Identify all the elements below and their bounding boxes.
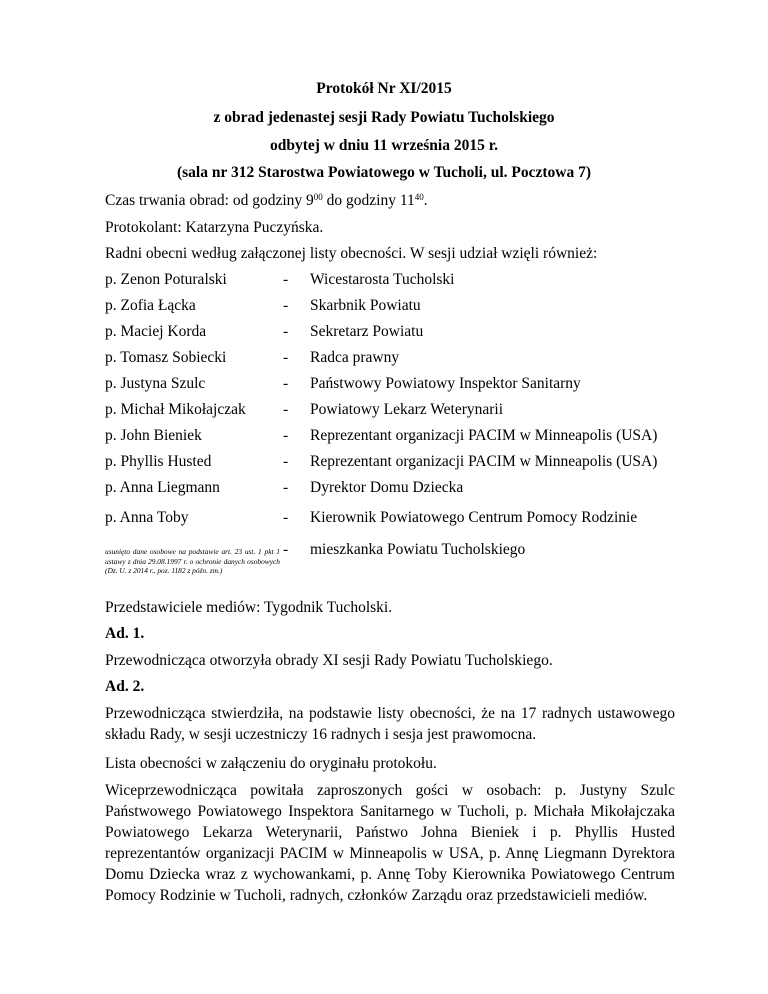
session-subtitle: z obrad jedenastej sesji Rady Powiatu Tucholskiego: [213, 109, 555, 126]
guest-row: [105, 322, 705, 342]
guest-dash: -: [283, 427, 289, 444]
guest-row: [105, 426, 705, 446]
session-date: odbytej w dniu 11 września 2015 r.: [269, 137, 499, 154]
media-line: Przedstawiciele mediów: Tygodnik Tucholski.: [105, 599, 393, 616]
guest-row: [105, 374, 705, 394]
ad2-heading: Ad. 2.: [105, 678, 145, 695]
guest-role: Dyrektor Domu Dziecka: [310, 479, 464, 496]
guest-role: mieszkanka Powiatu Tucholskiego: [310, 541, 526, 558]
guest-dash: -: [283, 541, 289, 558]
guest-dash: -: [283, 297, 289, 314]
session-duration: Czas trwania obrad: od godziny $9^{00}$ do godziny $11^{40}$.: [105, 192, 428, 209]
guest-name: p. John Bieniek: [105, 427, 202, 444]
guest-row: [105, 348, 705, 368]
guest-row: [105, 400, 705, 420]
guest-name: p. Tomasz Sobiecki: [105, 349, 227, 366]
ad2-attachment-note: Lista obecności w załączeniu do oryginału protokołu.: [105, 755, 437, 772]
ad1-heading: Ad. 1.: [105, 625, 145, 642]
guest-row: [105, 296, 705, 316]
protocol-title: Protokół Nr XI/2015: [316, 80, 452, 97]
guest-role: Reprezentant organizacji PACIM w Minneapolis (USA): [310, 427, 658, 444]
guest-row: [105, 452, 705, 472]
guest-name: p. Justyna Szulc: [105, 375, 206, 392]
guest-name: p. Anna Liegmann: [105, 479, 220, 496]
guest-role: Wicestarosta Tucholski: [310, 271, 455, 288]
guest-name: p. Zenon Poturalski: [105, 271, 227, 288]
guest-dash: -: [283, 479, 289, 496]
guest-role: Sekretarz Powiatu: [310, 323, 424, 340]
recorder-line: Protokolant: Katarzyna Puczyńska.: [105, 219, 324, 236]
guest-dash: -: [283, 453, 289, 470]
ad2-quorum-text: Przewodnicząca stwierdziła, na podstawie listy obecności, że na 17 radnych ustawowego składu Rady, w sesji uczestniczy 16 radnych i sesja jest prawomocna.: [105, 705, 675, 743]
guest-name: p. Anna Toby: [105, 509, 189, 526]
redaction-note: usunięto dane osobowe na podstawie art. 23 ust. 1 pkt 1 ustawy z dnia 29.08.1997 r. o ochronie danych osobowych (Dz. U. z 2014 r., poz. 1182 z późn. zm.): [105, 547, 280, 575]
ad1-text: Przewodnicząca otworzyła obrady XI sesji Rady Powiatu Tucholskiego.: [105, 652, 553, 669]
guest-name: p. Maciej Korda: [105, 323, 207, 340]
guest-dash: -: [283, 401, 289, 418]
guest-name: p. Zofia Łącka: [105, 297, 196, 314]
guest-role: Powiatowy Lekarz Weterynarii: [310, 401, 504, 418]
guest-role: Radca prawny: [310, 349, 400, 366]
session-location: (sala nr 312 Starostwa Powiatowego w Tucholi, ul. Pocztowa 7): [176, 164, 592, 181]
guest-role: Kierownik Powiatowego Centrum Pomocy Rodzinie: [310, 509, 638, 526]
ad2-welcome-text: Wiceprzewodnicząca powitała zaproszonych gości w osobach: p. Justyny Szulc Państwowego Powiatowego Inspektora Sanitarnego w Tucholi, p. Michała Mikołajczaka Powiatowego Lekarza Weterynarii, Państwo Johna Bieniek i p. Phyllis Husted reprezentantów organizacji PACIM w Minneapolis w USA, p. Annę Liegmann Dyrektora Domu Dziecka wraz z wychowankami, p. Annę Toby Kierownika Powiatowego Centrum Pomocy Rodzinie w Tucholi, radnych, członków Zarządu oraz przedstawicieli mediów.: [105, 782, 675, 904]
guest-dash: -: [283, 323, 289, 340]
guest-dash: -: [283, 375, 289, 392]
guest-name: p. Michał Mikołajczak: [105, 401, 246, 418]
attendance-intro: Radni obecni według załączonej listy obecności. W sesji udział wzięli również:: [105, 245, 598, 262]
guest-row-redacted: [105, 540, 705, 560]
guest-row: [105, 270, 705, 290]
guest-dash: -: [283, 349, 289, 366]
guest-name: p. Phyllis Husted: [105, 453, 212, 470]
guest-row: [105, 508, 705, 528]
guest-role: Reprezentant organizacji PACIM w Minneapolis (USA): [310, 453, 658, 470]
guest-role: Skarbnik Powiatu: [310, 297, 421, 314]
guest-dash: -: [283, 509, 289, 526]
guest-row: [105, 478, 705, 498]
guest-role: Państwowy Powiatowy Inspektor Sanitarny: [310, 375, 581, 392]
guest-dash: -: [283, 271, 289, 288]
